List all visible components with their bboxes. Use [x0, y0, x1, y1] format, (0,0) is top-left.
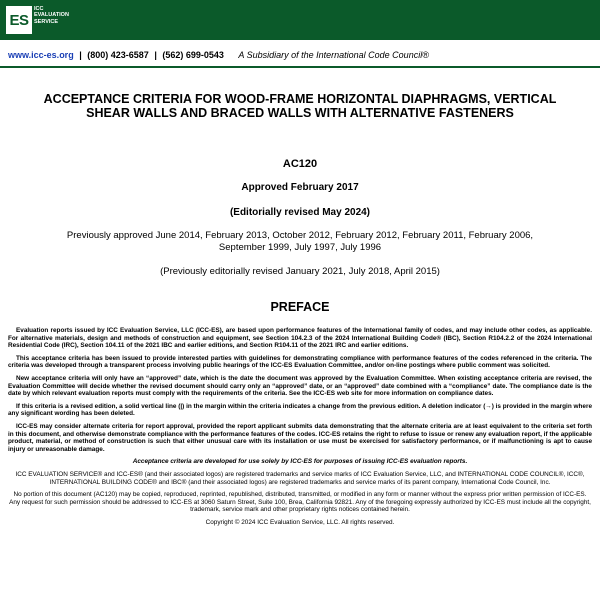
previous-editorial-revisions: (Previously editorially revised January 2021, July 2018, April 2015): [160, 266, 440, 277]
preface-paragraph: ICC-ES may consider alternate criteria for report approval, provided the report applicant submits data demonstrating that the alternate criteria are at least equivalent to the criteria set forth in this document, and otherwise demonstrate compliance with the performance features of the codes. ICC-ES retains the right to refuse to issue or renew any evaluation report, if the applicable product, material, or method of construction is such that either unusual care with its installation or use must be exercised for satisfactory performance, or if malfunctioning is apt to cause injury or unreasonable damage.: [8, 422, 592, 453]
copyright-notice: Copyright © 2024 ICC Evaluation Service, LLC. All rights reserved.: [205, 518, 395, 526]
icc-es-logo: [5, 5, 33, 35]
header-band: [0, 0, 600, 40]
contact-row: [8, 50, 592, 64]
document-id: AC120: [282, 158, 318, 170]
subsidiary-note: A Subsidiary of the International Code Council®: [238, 50, 429, 60]
logo-wordmark: ICC EVALUATION SERVICE: [34, 6, 69, 25]
editorial-revision: (Editorially revised May 2024): [229, 207, 371, 218]
separator: |: [79, 50, 82, 60]
header-rule: [0, 66, 600, 68]
document-title: ACCEPTANCE CRITERIA FOR WOOD-FRAME HORIZONTAL DIAPHRAGMS, VERTICAL SHEAR WALLS AND BRACED WALLS WITH ALTERNATIVE FASTENERS: [43, 92, 557, 120]
preface-paragraph: New acceptance criteria will only have an “approved” date, which is the date the document was approved by the Evaluation Committee. When existing acceptance criteria are revised, the Evaluation Committee will decide whether the revised document should carry only an “approved” date, or an “approved” date combined with a “compliance” date. The compliance date is the date by which relevant evaluation reports must comply with the requirements of the criteria. See the ICC-ES web site for more information on compliance dates.: [8, 374, 592, 398]
phone-primary: (800) 423-6587: [87, 50, 149, 60]
preface-usage-note: Acceptance criteria are developed for use solely by ICC-ES for purposes of issuing ICC-ES evaluation reports.: [132, 458, 468, 466]
separator: |: [154, 50, 157, 60]
logo-letters: ES: [9, 11, 29, 29]
preface-paragraph: If this criteria is a revised edition, a solid vertical line (|) in the margin within the criteria indicates a change from the previous edition. A deletion indicator (→) is provided in the margin where any significant wording has been deleted.: [8, 402, 592, 418]
previous-approvals: Previously approved June 2014, February 2013, October 2012, February 2012, February 2011, February 2006, September 1999, July 1997, July 1996: [66, 230, 534, 253]
preface-paragraph: Evaluation reports issued by ICC Evaluation Service, LLC (ICC-ES), are based upon performance features of the International family of codes, and may include other codes, as applicable. For alternative materials, design and methods of construction and equipment, see Section 104.2.3 of the 2024 International Building Code® (IBC), Section R104.2.2 of the 2024 International Residential Code (IRC), Section 104.11 of the 2021 IBC and earlier editions, and Section R104.11 of the 2021 IRC and earlier editions.: [8, 327, 592, 350]
preface-paragraph: This acceptance criteria has been issued to provide interested parties with guidelines for demonstrating compliance with performance features of the codes referenced in the criteria. The criteria was developed through a transparent process involving public hearings of the ICC-ES Evaluation Committee, and/or on-line postings where public comment was solicited.: [8, 354, 592, 370]
reproduction-notice: No portion of this document (AC120) may be copied, reproduced, reprinted, republished, distributed, transmitted, or modified in any form or manner without the express prior written permission of ICC-ES. Any request for such permission should be addressed to ICC-ES at 3060 Saturn Street, Suite 100, Brea, California 92821. Any of the foregoing expressly authorized by ICC-ES must include all the copyright, trademark, service mark and other proprietary rights notices contained herein.: [9, 491, 591, 514]
phone-secondary: (562) 699-0543: [162, 50, 224, 60]
approval-date: Approved February 2017: [241, 182, 359, 193]
website-link[interactable]: www.icc-es.org: [8, 50, 74, 60]
preface-heading: PREFACE: [270, 300, 330, 314]
preface-body: [8, 327, 592, 531]
trademark-notice: ICC EVALUATION SERVICE® and ICC-ES® (and their associated logos) are registered trademarks and service marks of ICC Evaluation Service, LLC, and INTERNATIONAL CODE COUNCIL®, ICC®, INTERNATIONAL BUILDING CODE® and IBC® (and their associated logos) are registered trademarks and service marks of its parent company, International Code Council, Inc.: [15, 470, 585, 486]
